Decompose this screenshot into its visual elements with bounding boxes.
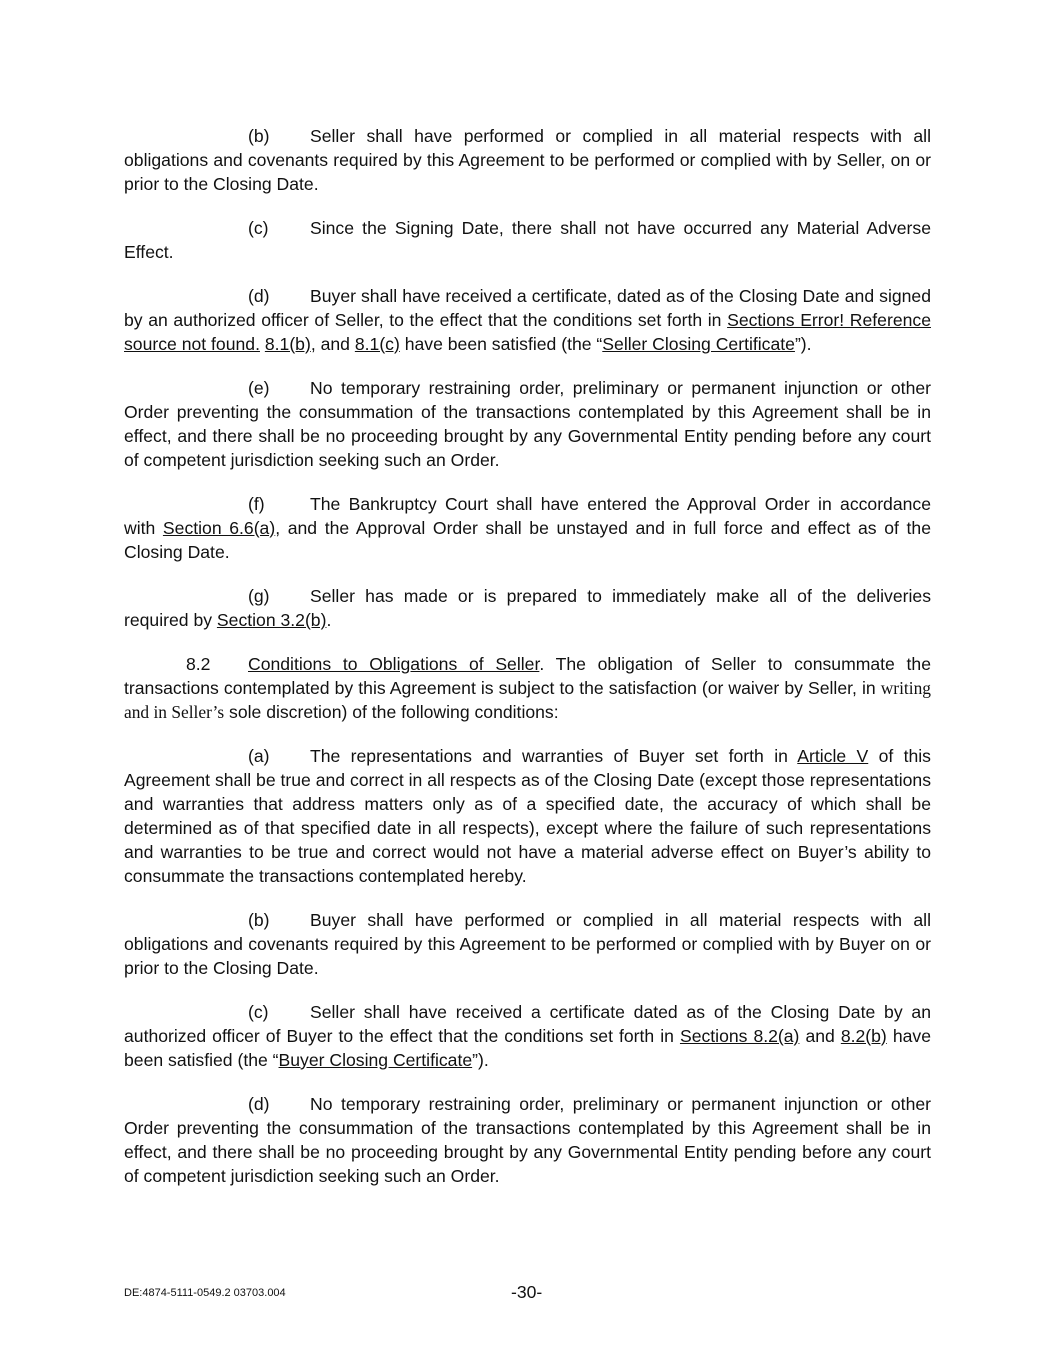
paragraph-label: (d)	[248, 1094, 270, 1114]
paragraph-8-2-c	[124, 1000, 931, 1072]
paragraph-8-1-g	[124, 584, 931, 632]
paragraph-text-serif: writing and in Seller’s	[124, 678, 931, 722]
paragraph-label: (a)	[248, 746, 270, 766]
paragraph-8-2-b	[124, 908, 931, 980]
paragraph-8-1-e	[124, 376, 931, 472]
paragraph-text: Seller shall have received a certificate dated as of the Closing Date by an authorized officer of Buyer to the effect that the conditions set forth in	[124, 1002, 931, 1046]
paragraph-text: No temporary restraining order, preliminary or permanent injunction or other Order preventing the consummation of the transactions contemplated by this Agreement shall be in effect, and there shall be no proceeding brought by any Governmental Entity pending before any court of competent jurisdiction seeking such an Order.	[124, 1094, 931, 1186]
paragraph-label: (c)	[248, 1002, 269, 1022]
paragraph-text: No temporary restraining order, preliminary or permanent injunction or other Order preventing the consummation of the transactions contemplated by this Agreement shall be in effect, and there shall be no proceeding brought by any Governmental Entity pending before any court of competent jurisdiction seeking such an Order.	[124, 378, 931, 470]
paragraph-text: ”).	[794, 334, 812, 354]
paragraph-text: sole discretion) of the following conditions:	[224, 702, 559, 722]
cross-reference-link[interactable]: Sections 8.2(a)	[679, 1026, 800, 1046]
paragraph-text: and	[799, 1026, 841, 1046]
paragraph-text: ”).	[472, 1050, 489, 1070]
paragraph-8-1-c	[124, 216, 931, 264]
paragraph-text: of this Agreement shall be true and correct in all respects as of the Closing Date (except those representations and warranties that address matters only as of a specified date, the accuracy of which shall be determined as of that specified date in all respects), except where the failure of such representations and warranties to be true and correct would not have a material adverse effect on Buyer’s ability to consummate the transactions contemplated hereby.	[124, 746, 931, 886]
paragraph-label: (e)	[248, 378, 270, 398]
paragraph-text: have been satisfied (the “	[124, 1026, 931, 1070]
paragraph-8-1-d	[124, 284, 931, 356]
cross-reference-link[interactable]: Section 6.6(a)	[162, 518, 276, 538]
cross-reference-link[interactable]: 8.1(c)	[354, 334, 400, 354]
paragraph-label: (b)	[248, 126, 270, 146]
paragraph-text: The Bankruptcy Court shall have entered the Approval Order in accordance with	[124, 494, 931, 538]
paragraph-text: have been satisfied (the “	[399, 334, 603, 354]
paragraph-text: , and	[310, 334, 355, 354]
defined-term: Buyer Closing Certificate	[278, 1050, 473, 1070]
paragraph-text: The representations and warranties of Buyer set forth in	[310, 746, 798, 766]
paragraph-text: Buyer shall have performed or complied in all material respects with all obligations and covenants required by this Agreement to be performed or complied with by Buyer on or prior to the Closing Date.	[124, 910, 931, 978]
section-number: 8.2	[186, 654, 211, 674]
section-heading: Conditions to Obligations of Seller	[248, 654, 540, 674]
footer-page-number: -30-	[511, 1282, 543, 1302]
paragraph-8-1-f	[124, 492, 931, 564]
paragraph-label: (d)	[248, 286, 270, 306]
paragraph-8-1-b	[124, 124, 931, 196]
cross-reference-link[interactable]: Section 3.2(b)	[216, 610, 327, 630]
cross-reference-link[interactable]: Sections Error! Reference source not found.	[124, 310, 931, 354]
paragraph-text: . The obligation of Seller to consummate the transactions contemplated by this Agreement is subject to the satisfaction (or waiver by Seller, in	[124, 654, 931, 698]
paragraph-8-2-d	[124, 1092, 931, 1188]
footer-document-id: DE:4874-5111-0549.2 03703.004	[124, 1287, 286, 1299]
document-body	[124, 124, 931, 1208]
paragraph-8-2-a	[124, 744, 931, 888]
cross-reference-link[interactable]: 8.2(b)	[840, 1026, 887, 1046]
paragraph-text: , and the Approval Order shall be unstayed and in full force and effect as of the Closing Date.	[124, 518, 931, 562]
cross-reference-link[interactable]: Article V	[797, 746, 869, 766]
paragraph-text: Buyer shall have received a certificate, dated as of the Closing Date and signed by an authorized officer of Seller, to the effect that the conditions set forth in	[124, 286, 931, 330]
defined-term: Seller Closing Certificate	[602, 334, 795, 354]
paragraph-text: Seller has made or is prepared to immediately make all of the deliveries required by	[124, 586, 931, 630]
paragraph-text: Seller shall have performed or complied in all material respects with all obligations and covenants required by this Agreement to be performed or complied with by Seller, on or prior to the Closing Date.	[124, 126, 931, 194]
section-8-2	[124, 652, 931, 724]
paragraph-label: (c)	[248, 218, 269, 238]
paragraph-label: (b)	[248, 910, 270, 930]
paragraph-text: .	[326, 610, 332, 630]
paragraph-label: (g)	[248, 586, 270, 606]
paragraph-label: (f)	[248, 494, 265, 514]
cross-reference-link[interactable]: 8.1(b)	[264, 334, 311, 354]
paragraph-text: Since the Signing Date, there shall not have occurred any Material Adverse Effect.	[124, 218, 931, 262]
